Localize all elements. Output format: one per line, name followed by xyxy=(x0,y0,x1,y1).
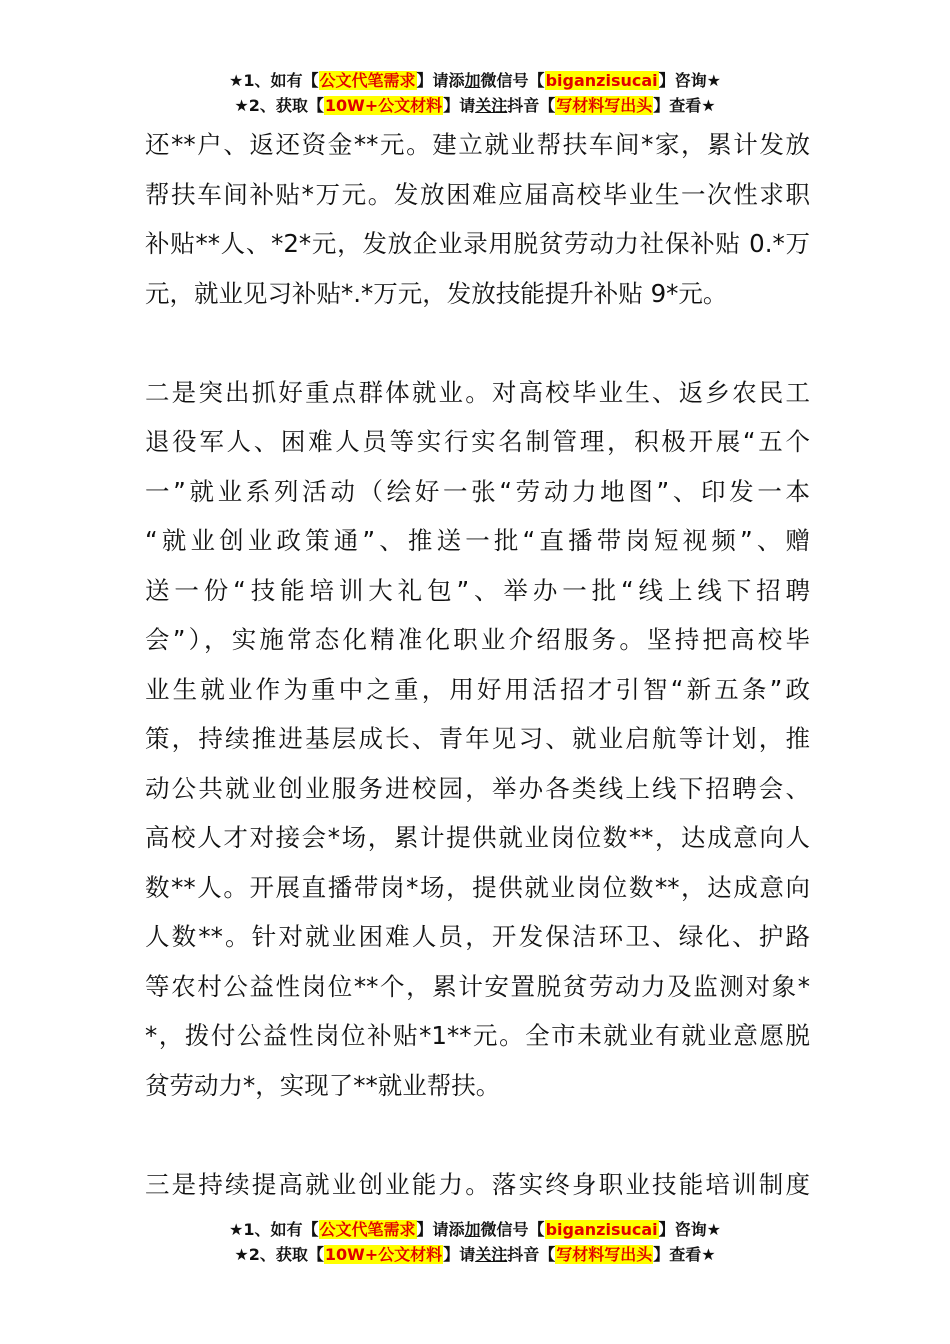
text-line: 补贴**人、*2*元，发放企业录用脱贫劳动力社保补贴 0.*万 xyxy=(145,229,810,258)
banner-text: 】请 xyxy=(443,96,476,115)
highlight-service: 公文代笔需求 xyxy=(319,1220,416,1239)
banner-line-1 xyxy=(0,1217,950,1242)
banner-line-1 xyxy=(0,68,950,93)
text-line: 策，持续推进基层成长、青年见习、就业启航等计划，推 xyxy=(145,724,810,753)
paragraph-gap xyxy=(145,1110,810,1160)
banner-text: 】咨询★ xyxy=(658,71,721,90)
banner-text: 】请添 xyxy=(416,1220,465,1239)
banner-text: 】请添 xyxy=(416,71,465,90)
text-line: 还**户、返还资金**元。建立就业帮扶车间*家，累计发放 xyxy=(145,130,810,159)
banner-text: 】查看★ xyxy=(653,1245,716,1264)
banner-line-2 xyxy=(0,1242,950,1267)
text-line: 人数**。针对就业困难人员，开发保洁环卫、绿化、护路 xyxy=(145,922,810,951)
text-line: 业生就业作为重中之重，用好用活招才引智“新五条”政 xyxy=(145,674,810,704)
banner-text: ★2、获取【 xyxy=(234,96,324,115)
text-line: 送一份“技能培训大礼包”、举办一批“线上线下招聘 xyxy=(145,575,810,605)
banner-text: 微信号【 xyxy=(480,71,545,90)
banner-text: ★1、如有【 xyxy=(229,71,319,90)
highlight-wechat-id: biganzisucai xyxy=(545,71,658,90)
document-body xyxy=(145,120,810,1209)
text-line: 数**人。开展直播带岗*场，提供就业岗位数**，达成意向 xyxy=(145,872,810,902)
banner-text-underlined: 加 xyxy=(464,71,481,90)
banner-text: 抖音【 xyxy=(507,96,556,115)
paragraph-gap xyxy=(145,318,810,368)
text-line: *，拨付公益性岗位补贴*1**元。全市未就业有就业意愿脱 xyxy=(145,1021,810,1050)
text-line: 三是持续提高就业创业能力。落实终身职业技能培训制度 xyxy=(145,1169,810,1199)
banner-line-2 xyxy=(0,93,950,118)
text-line: 会”），实施常态化精准化职业介绍服务。坚持把高校毕 xyxy=(145,625,810,654)
text-line: 二是突出抓好重点群体就业。对高校毕业生、返乡农民工 xyxy=(145,377,810,407)
highlight-service: 公文代笔需求 xyxy=(319,71,416,90)
text-line: 元，就业见习补贴*.*万元，发放技能提升补贴 9*元。 xyxy=(145,278,728,308)
paragraph-1 xyxy=(145,120,810,318)
banner-text: 】请 xyxy=(443,1245,476,1264)
banner-text: ★1、如有【 xyxy=(229,1220,319,1239)
text-line: 退役军人、困难人员等实行实名制管理，积极开展“五个 xyxy=(145,427,810,456)
banner-text: ★2、获取【 xyxy=(234,1245,324,1264)
highlight-materials: 10W+公文材料 xyxy=(324,1245,443,1264)
highlight-wechat-id: biganzisucai xyxy=(545,1220,658,1239)
highlight-douyin: 写材料写出头 xyxy=(556,96,653,115)
paragraph-2 xyxy=(145,368,810,1111)
paragraph-3 xyxy=(145,1160,810,1210)
top-banner xyxy=(0,68,950,118)
text-line: 帮扶车间补贴*万元。发放困难应届高校毕业生一次性求职 xyxy=(145,179,810,209)
text-line: 动公共就业创业服务进校园，举办各类线上线下招聘会、 xyxy=(145,773,810,803)
banner-text-underlined: 关注 xyxy=(475,96,508,115)
text-line: 高校人才对接会*场，累计提供就业岗位数**，达成意向人 xyxy=(145,823,810,852)
text-line: “就业创业政策通”、推送一批“直播带岗短视频”、赠 xyxy=(145,526,810,555)
text-line: 贫劳动力*，实现了**就业帮扶。 xyxy=(145,1070,501,1100)
highlight-douyin: 写材料写出头 xyxy=(556,1245,653,1264)
text-line: 等农村公益性岗位**个，累计安置脱贫劳动力及监测对象* xyxy=(145,971,810,1001)
highlight-materials: 10W+公文材料 xyxy=(324,96,443,115)
banner-text: 微信号【 xyxy=(480,1220,545,1239)
banner-text: 】查看★ xyxy=(653,96,716,115)
banner-text-underlined: 加 xyxy=(464,1220,481,1239)
banner-text-underlined: 关注 xyxy=(475,1245,508,1264)
text-line: 一”就业系列活动（绘好一张“劳动力地图”、印发一本 xyxy=(145,476,810,506)
banner-text: 】咨询★ xyxy=(658,1220,721,1239)
banner-text: 抖音【 xyxy=(507,1245,556,1264)
bottom-banner xyxy=(0,1217,950,1267)
